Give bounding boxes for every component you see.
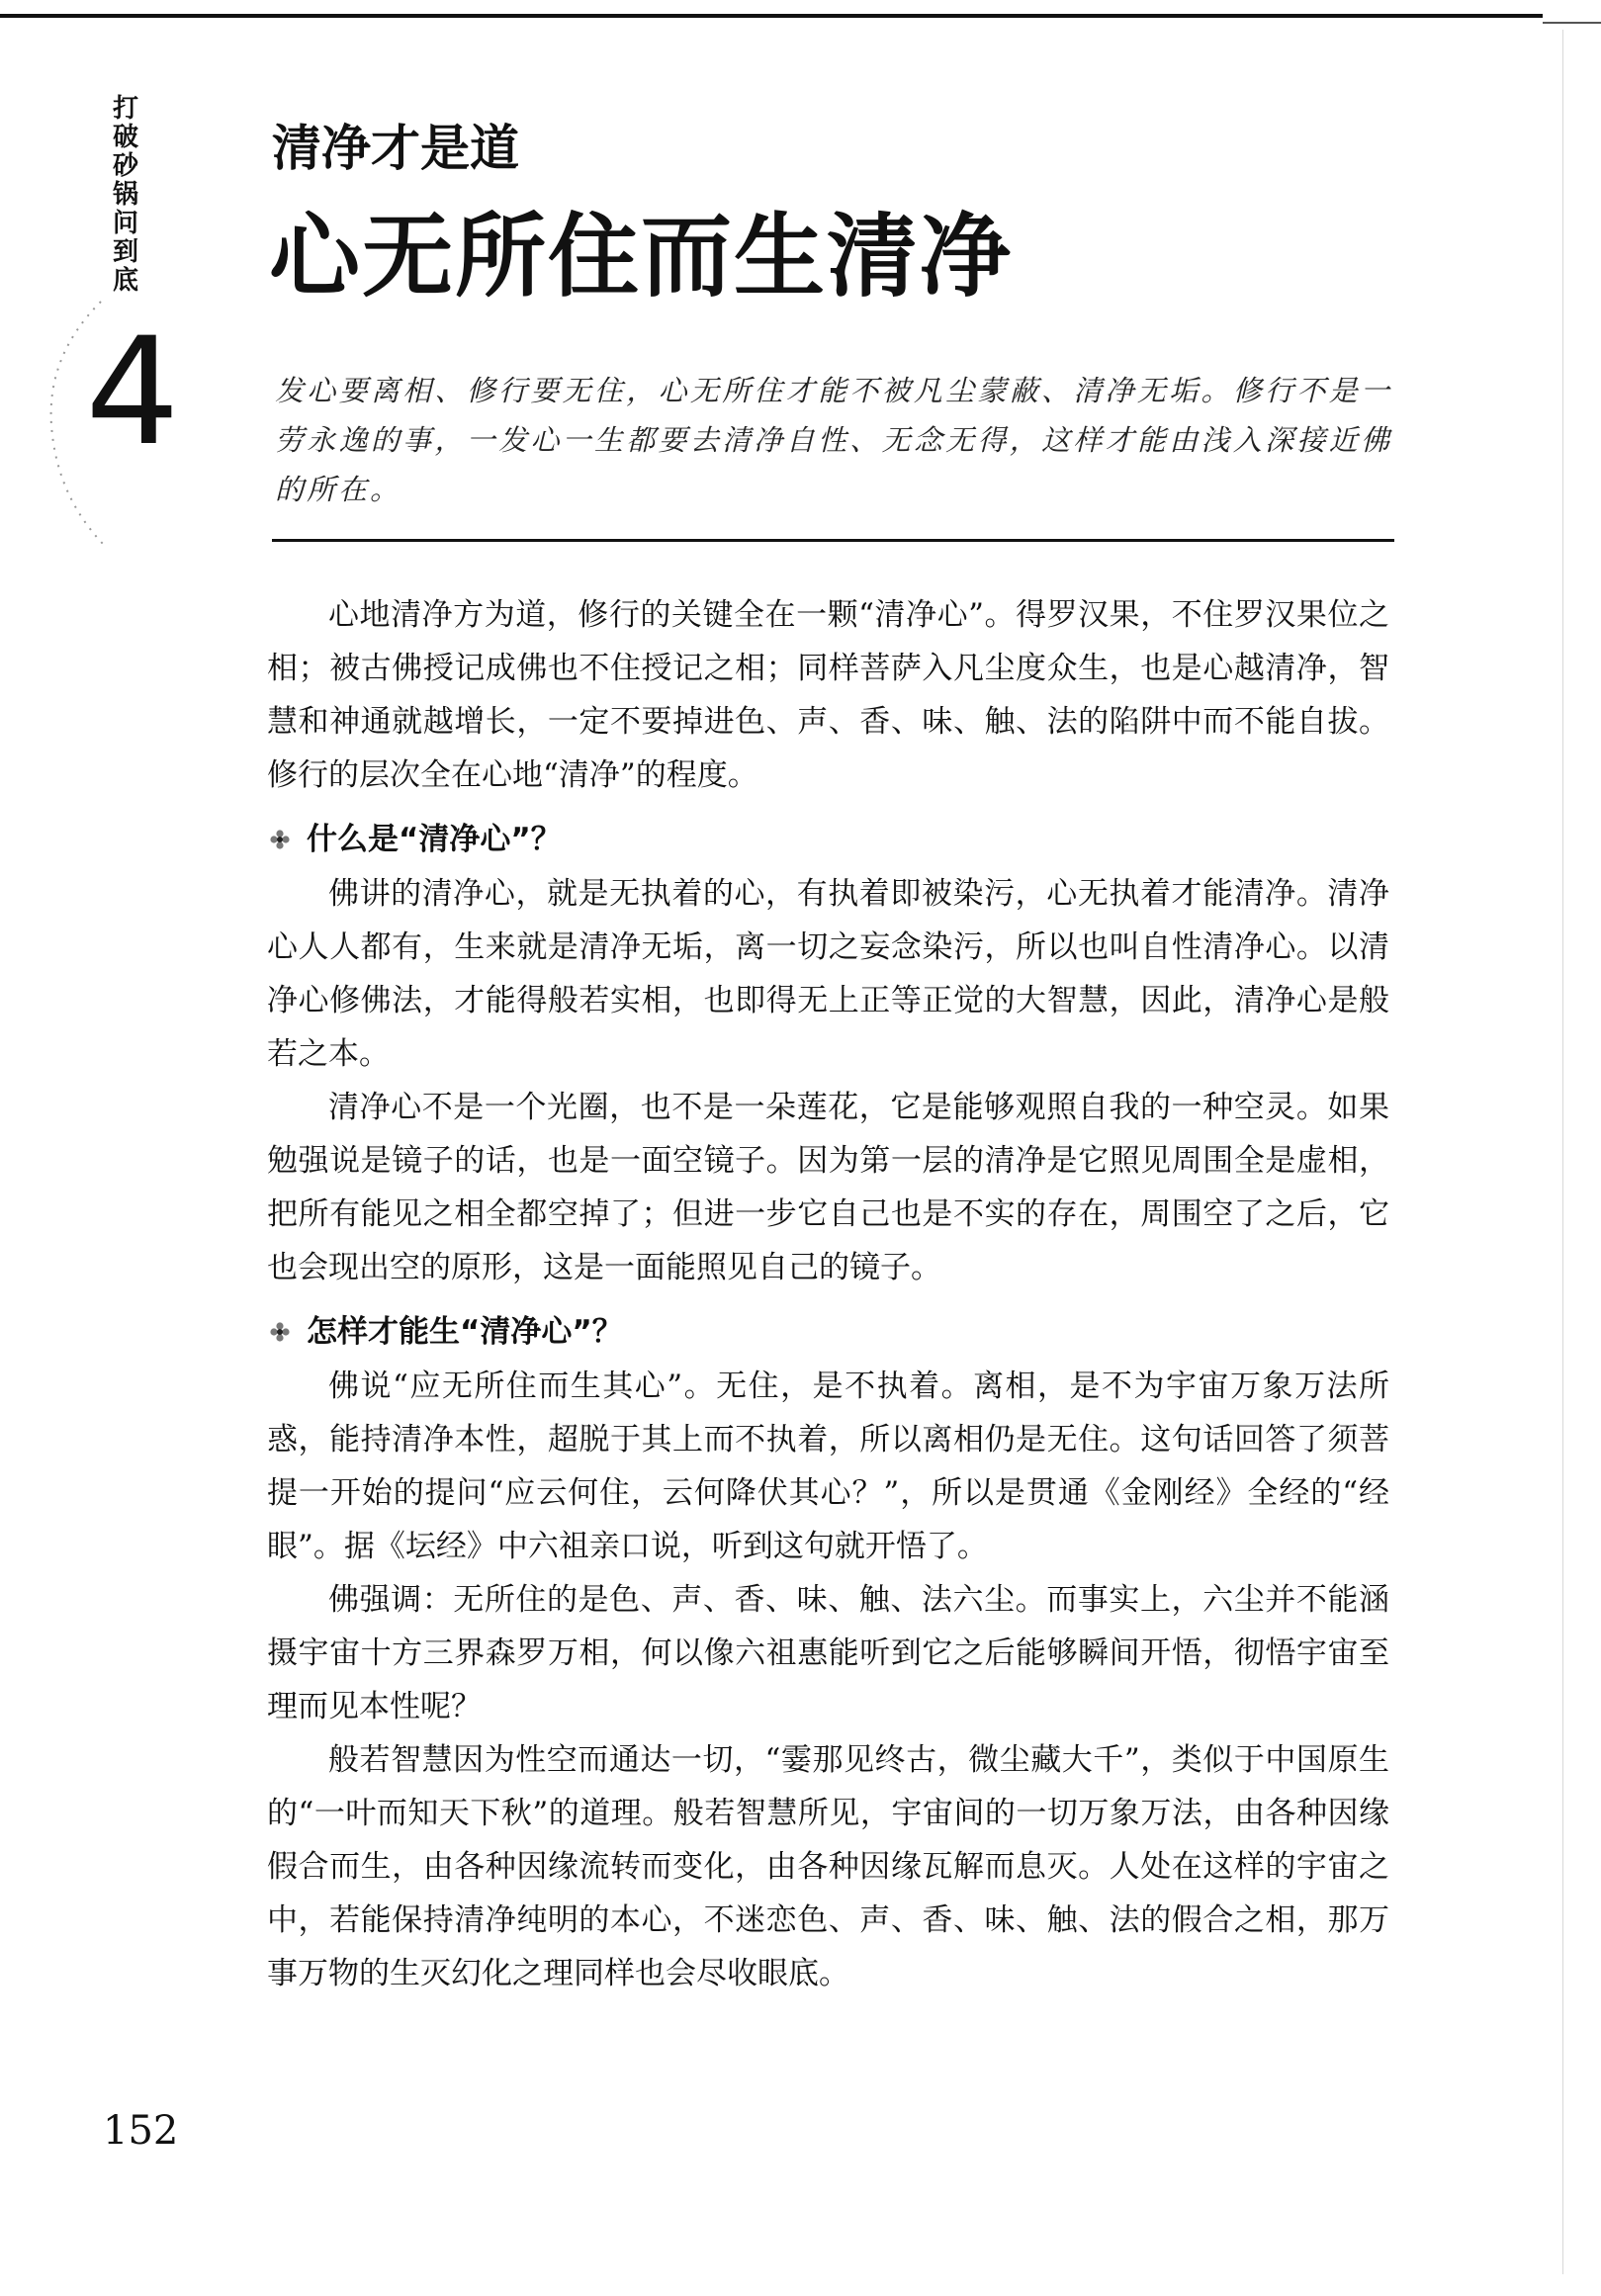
flower-icon bbox=[269, 829, 291, 850]
article-supertitle: 清净才是道 bbox=[272, 119, 519, 177]
series-title-char: 到 bbox=[112, 237, 138, 267]
intro-paragraph: 心地清净方为道，修行的关键全在一颗“清净心”。得罗汉果，不住罗汉果位之相；被古佛授记成佛也不住授记之相；同样菩萨入凡尘度众生，也是心越清净，智慧和神通就越增长，一定不要掉进色、声、香、味、触、法的陷阱中而不能自拔。修行的层次全在心地“清净”的程度。 bbox=[267, 597, 1389, 793]
article-title: 心无所住而生清净 bbox=[269, 204, 1014, 309]
section-paragraph: 佛说“应无所住而生其心”。无住，是不执着。离相，是不为宇宙万象万法所惑，能持清净本性，超脱于其上而不执着，所以离相仍是无住。这句话回答了须菩提一开始的提问“应云何住，云何降伏其心？”，所以是贯通《金刚经》全经的“经眼”。据《坛经》中六祖亲口说，听到这句就开悟了。 bbox=[267, 1369, 1389, 1564]
section-heading-text: 怎样才能生“清净心”？ bbox=[307, 1314, 623, 1350]
abstract-divider bbox=[272, 539, 1394, 542]
article-abstract: 发心要离相、修行要无住，心无所住才能不被凡尘蒙蔽、清净无垢。修行不是一劳永逸的事，一发心一生都要去清净自性、无念无得，这样才能由浅入深接近佛的所在。 bbox=[275, 374, 1392, 506]
series-title-vertical bbox=[107, 95, 144, 296]
section-heading bbox=[267, 812, 1389, 867]
section-paragraph: 清净心不是一个光圈，也不是一朵莲花，它是能够观照自我的一种空灵。如果勉强说是镜子的话，也是一面空镜子。因为第一层的清净是它照见周围全是虚相，把所有能见之相全都空掉了；但进一步它自己也是不实的存在，周围空了之后，它也会现出空的原形，这是一面能照见自己的镜子。 bbox=[267, 1090, 1389, 1285]
page-edge-line bbox=[1562, 30, 1563, 2274]
article-body bbox=[267, 588, 1389, 2000]
section-heading-text: 什么是“清净心”？ bbox=[307, 822, 562, 857]
top-rule-extension bbox=[1543, 22, 1601, 24]
series-title-char: 锅 bbox=[112, 180, 138, 210]
top-rule bbox=[0, 14, 1543, 18]
series-title-char: 砂 bbox=[112, 151, 138, 181]
flower-icon bbox=[269, 1321, 291, 1343]
chapter-number: 4 bbox=[85, 307, 180, 479]
section-heading bbox=[267, 1304, 1389, 1360]
series-title-char: 问 bbox=[112, 209, 138, 238]
section-paragraph: 佛强调：无所住的是色、声、香、味、触、法六尘。而事实上，六尘并不能涵摄宇宙十方三界森罗万相，何以像六祖惠能听到它之后能够瞬间开悟，彻悟宇宙至理而见本性呢？ bbox=[267, 1582, 1389, 1724]
series-title-char: 打 bbox=[112, 94, 138, 124]
series-title-char: 底 bbox=[112, 266, 138, 296]
section-paragraph: 佛讲的清净心，就是无执着的心，有执着即被染污，心无执着才能清净。清净心人人都有，生来就是清净无垢，离一切之妄念染污，所以也叫自性清净心。以清净心修佛法，才能得般若实相，也即得无上正等正觉的大智慧，因此，清净心是般若之本。 bbox=[267, 876, 1389, 1072]
series-title-char: 破 bbox=[112, 123, 138, 152]
page-number: 152 bbox=[103, 2108, 179, 2154]
section-paragraph: 般若智慧因为性空而通达一切，“霎那见终古，微尘藏大千”，类似于中国原生的“一叶而知天下秋”的道理。般若智慧所见，宇宙间的一切万象万法，由各种因缘假合而生，由各种因缘流转而变化，由各种因缘瓦解而息灭。人处在这样的宇宙之中，若能保持清净纯明的本心，不迷恋色、声、香、味、触、法的假合之相，那万事万物的生灭幻化之理同样也会尽收眼底。 bbox=[267, 1742, 1389, 1991]
